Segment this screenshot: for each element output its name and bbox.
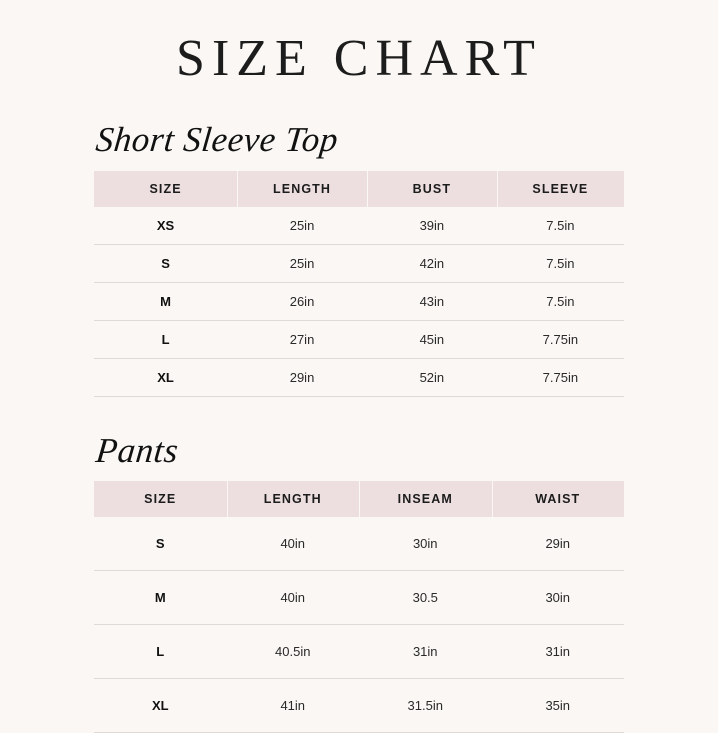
table-header-row bbox=[94, 481, 624, 517]
table-header-row bbox=[94, 171, 624, 207]
cell-bust: 52in bbox=[367, 358, 497, 396]
cell-length: 40.5in bbox=[227, 624, 360, 678]
cell-size: XL bbox=[94, 678, 227, 732]
page-title: SIZE CHART bbox=[176, 30, 542, 87]
table-body-top bbox=[94, 207, 624, 397]
cell-size: L bbox=[94, 624, 227, 678]
cell-waist: 31in bbox=[492, 624, 625, 678]
cell-bust: 39in bbox=[367, 207, 497, 245]
cell-length: 25in bbox=[237, 244, 367, 282]
table-row bbox=[94, 207, 624, 245]
column-header-waist: WAIST bbox=[492, 481, 625, 517]
section-short-sleeve-top bbox=[94, 90, 624, 396]
cell-bust: 42in bbox=[367, 244, 497, 282]
table-header-pants bbox=[94, 481, 624, 517]
column-header-inseam: INSEAM bbox=[359, 481, 492, 517]
cell-inseam: 31.5in bbox=[359, 678, 492, 732]
cell-sleeve: 7.75in bbox=[497, 320, 624, 358]
cell-length: 29in bbox=[237, 358, 367, 396]
column-header-length: LENGTH bbox=[237, 171, 367, 207]
cell-waist: 30in bbox=[492, 570, 625, 624]
cell-inseam: 30in bbox=[359, 517, 492, 571]
cell-length: 40in bbox=[227, 570, 360, 624]
table-row bbox=[94, 517, 624, 571]
table-row bbox=[94, 624, 624, 678]
table-header-top bbox=[94, 171, 624, 207]
cell-sleeve: 7.5in bbox=[497, 244, 624, 282]
section-pants bbox=[94, 397, 624, 733]
cell-bust: 43in bbox=[367, 282, 497, 320]
table-row bbox=[94, 678, 624, 732]
cell-waist: 29in bbox=[492, 517, 625, 571]
cell-sleeve: 7.5in bbox=[497, 207, 624, 245]
column-header-length: LENGTH bbox=[227, 481, 360, 517]
cell-size: M bbox=[94, 570, 227, 624]
table-row bbox=[94, 282, 624, 320]
column-header-size: SIZE bbox=[94, 171, 237, 207]
cell-inseam: 30.5 bbox=[359, 570, 492, 624]
cell-size: XL bbox=[94, 358, 237, 396]
cell-sleeve: 7.5in bbox=[497, 282, 624, 320]
table-row bbox=[94, 320, 624, 358]
cell-length: 26in bbox=[237, 282, 367, 320]
section-heading-pants bbox=[94, 431, 624, 471]
cell-bust: 45in bbox=[367, 320, 497, 358]
table-row bbox=[94, 570, 624, 624]
cell-waist: 35in bbox=[492, 678, 625, 732]
section-heading-pants-label: Pants bbox=[94, 430, 181, 470]
table-row bbox=[94, 244, 624, 282]
cell-size: XS bbox=[94, 207, 237, 245]
section-heading-top bbox=[94, 120, 624, 160]
cell-inseam: 31in bbox=[359, 624, 492, 678]
cell-length: 41in bbox=[227, 678, 360, 732]
cell-size: L bbox=[94, 320, 237, 358]
cell-length: 27in bbox=[237, 320, 367, 358]
table-row bbox=[94, 358, 624, 396]
cell-length: 25in bbox=[237, 207, 367, 245]
size-table-short-sleeve-top bbox=[94, 171, 624, 397]
column-header-size: SIZE bbox=[94, 481, 227, 517]
size-table-pants bbox=[94, 481, 624, 733]
cell-sleeve: 7.75in bbox=[497, 358, 624, 396]
column-header-sleeve: SLEEVE bbox=[497, 171, 624, 207]
cell-size: S bbox=[94, 517, 227, 571]
section-heading-top-label: Short Sleeve Top bbox=[94, 120, 341, 160]
cell-size: M bbox=[94, 282, 237, 320]
cell-size: S bbox=[94, 244, 237, 282]
column-header-bust: BUST bbox=[367, 171, 497, 207]
cell-length: 40in bbox=[227, 517, 360, 571]
table-body-pants bbox=[94, 517, 624, 733]
